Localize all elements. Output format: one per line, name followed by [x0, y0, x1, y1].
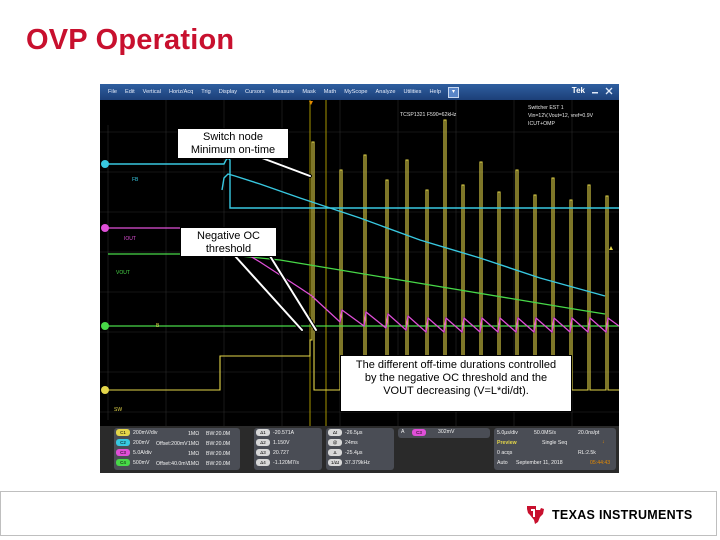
status-center: TCSP1321 F590=62kHz [400, 112, 457, 118]
ch2-offset: Offset:200mV [156, 441, 188, 447]
help-dropdown-button[interactable]: ▾ [448, 87, 459, 98]
status-right-3: ICUT+OMP [528, 121, 555, 127]
meas-left-value-1: -20.571A [273, 429, 295, 436]
meas-right-tag-4: 1/Δt [328, 459, 342, 466]
acq-mode: Preview [497, 440, 517, 446]
meas-right-value-2: 24ms [345, 439, 358, 446]
ch3-tag: C3 [116, 449, 130, 456]
callout-negative-oc-line-1: Negative OC [197, 230, 260, 242]
ch1-bw: BW:20.0M [206, 431, 231, 437]
ch3-bw: BW:20.0M [206, 451, 231, 457]
acq-record-length: RL:2.5k [578, 450, 596, 456]
meas-left-tag-3: Δ3 [256, 449, 270, 456]
trigger-level: 302mV [438, 429, 455, 435]
acq-auto: Auto [497, 460, 508, 466]
trigger-channel: C3 [412, 429, 426, 436]
callout-off-time-line-1: The different off-time durations controlled [355, 359, 557, 371]
callout-negative-oc-line-2: threshold [205, 243, 252, 255]
meas-left-tag-4: Δ4 [256, 459, 270, 466]
menu-utilities[interactable]: Utilities [403, 89, 422, 95]
menu-display[interactable]: Display [218, 89, 238, 95]
menu-myscope[interactable]: MyScope [344, 89, 368, 95]
meas-left-value-2: 1.150V [273, 439, 290, 446]
callout-switch-node [177, 128, 289, 159]
acq-seq: Single Seq [542, 440, 568, 446]
meas-right-tag-2: @ [328, 439, 342, 446]
callout-off-time [340, 355, 572, 412]
trace-label-b: B [156, 323, 160, 329]
slide-title: OVP Operation [26, 24, 235, 56]
ch1-coupling: 1MΩ [188, 431, 200, 437]
meas-left-value-3: 20.727 [273, 449, 289, 456]
ch2-tag: C2 [116, 439, 130, 446]
ch4-coupling: 1MΩ [188, 461, 200, 467]
ch3-coupling: 1MΩ [188, 451, 200, 457]
callout-off-time-line-2: by the negative OC threshold and the [364, 372, 548, 384]
acq-count: 0 acqs [497, 450, 513, 456]
status-right-1: Switcher EST 1 [528, 105, 564, 111]
ch2-coupling: 1MΩ [188, 441, 200, 447]
menu-horiz-acq[interactable]: Horiz/Acq [169, 89, 194, 95]
menu-vertical[interactable]: Vertical [142, 89, 161, 95]
ch4-bw: BW:20.0M [206, 461, 231, 467]
callout-switch-node-line-1: Switch node [203, 131, 263, 143]
ti-logo-icon [524, 503, 546, 525]
menu-analyze[interactable]: Analyze [375, 89, 396, 95]
meas-left-tag-1: Δ1 [256, 429, 270, 436]
menu-edit[interactable]: Edit [125, 89, 135, 95]
menu-mask[interactable]: Mask [302, 89, 316, 95]
ti-wordmark: TEXAS INSTRUMENTS [552, 508, 693, 522]
tek-logo: Tek [571, 86, 585, 95]
trace-label-fb: FB [132, 177, 139, 183]
acq-arrow-icon: ↓ [602, 439, 605, 445]
trace-label-iout: IOUT [124, 236, 136, 242]
ch2-bw: BW:20.0M [206, 441, 231, 447]
menu-measure[interactable]: Measure [272, 89, 295, 95]
trigger-tag: A [401, 429, 405, 435]
callout-off-time-line-3: VOUT decreasing (V=L*di/dt). [383, 385, 529, 397]
callout-negative-oc [180, 227, 277, 257]
meas-right-tag-3: Δ [328, 449, 342, 456]
acq-sample-rate: 50.0MS/s [534, 430, 556, 436]
meas-right-value-1: -26.5μs [345, 429, 363, 436]
ch1-tag: C1 [116, 429, 130, 436]
status-right-2: Vin=12V,Vout=12, vref=0.9V [528, 113, 594, 119]
trace-label-sw: SW [114, 407, 123, 413]
meas-right-value-4: 37.379kHz [345, 459, 370, 466]
acq-resolution: 20.0ns/pt [578, 430, 600, 436]
ch3-scale: 5.0A/div [133, 449, 152, 456]
meas-left-value-4: -1.120M7/s [273, 459, 299, 466]
ch4-tag: C4 [116, 459, 130, 466]
acq-timebase: 5.0μs/div [497, 430, 518, 436]
meas-right-value-3: -25.4μs [345, 449, 363, 456]
callout-switch-node-line-2: Minimum on-time [190, 144, 276, 156]
meas-left-tag-2: Δ2 [256, 439, 270, 446]
acq-date: September 11, 2018 [516, 460, 563, 466]
ch4-offset: Offset:40.0mV [156, 461, 190, 467]
meas-right-tag-1: Δt [328, 429, 342, 436]
menu-math[interactable]: Math [323, 89, 337, 95]
menu-trig[interactable]: Trig [201, 89, 211, 95]
ch2-scale: 200mV [133, 439, 150, 446]
menu-cursors[interactable]: Cursors [245, 89, 265, 95]
ch4-scale: 500mV [133, 459, 150, 466]
acq-time: 05:44:43 [590, 460, 611, 466]
trace-label-vout: VOUT [116, 270, 130, 276]
menu-file[interactable]: File [108, 89, 118, 95]
ch1-scale: 200mV/div [133, 429, 158, 436]
menu-help[interactable]: Help [429, 89, 441, 95]
